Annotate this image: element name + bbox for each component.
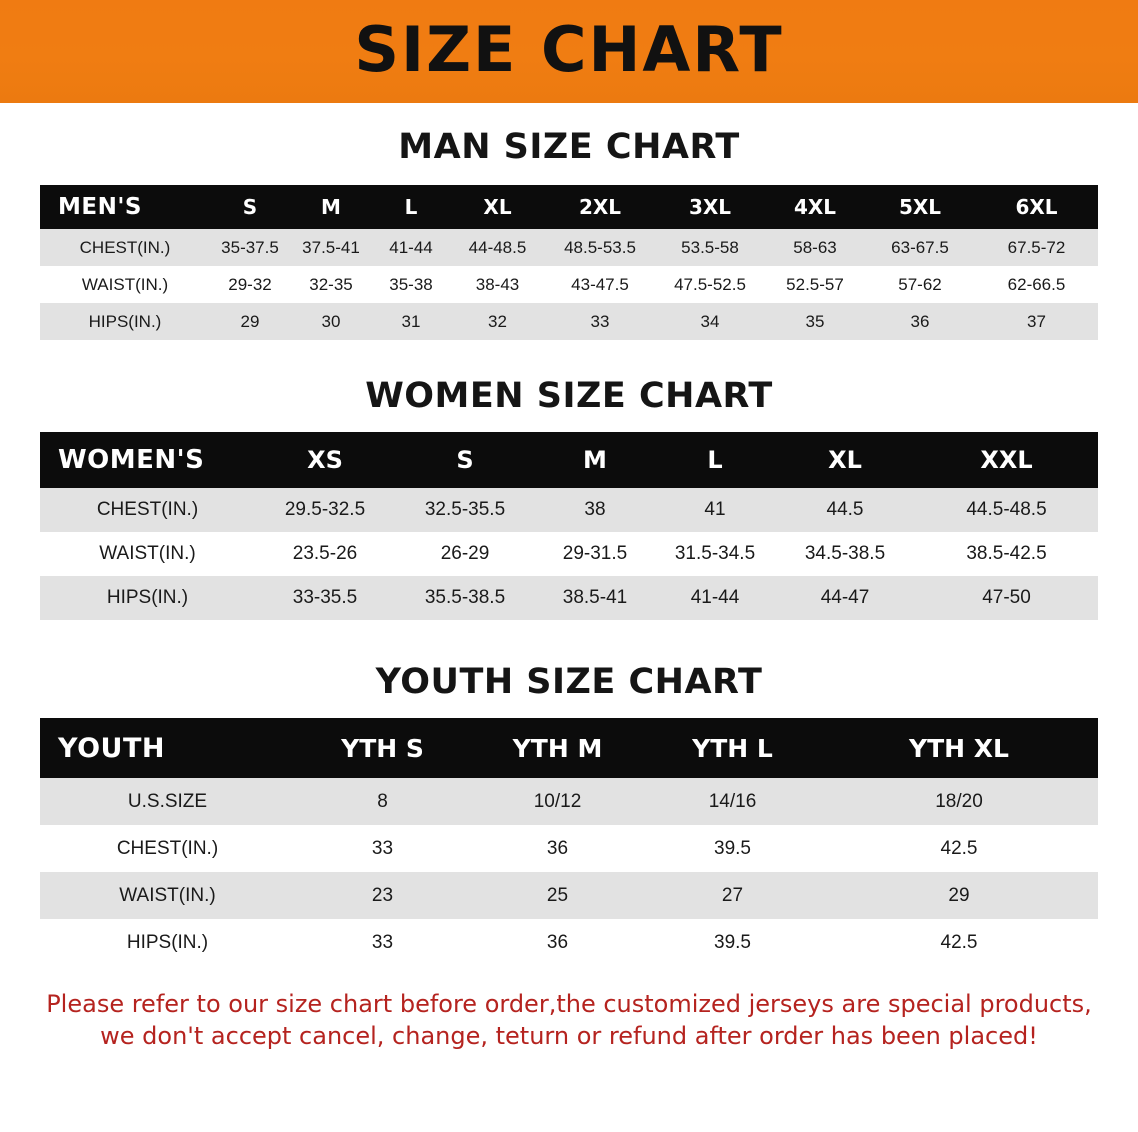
table-cell: 38.5-42.5: [915, 532, 1098, 576]
table-cell: 23: [295, 872, 470, 919]
women-row-label-hips: HIPS(IN.): [40, 576, 255, 620]
table-cell: 37.5-41: [290, 229, 372, 266]
women-header-label: WOMEN'S: [40, 432, 255, 488]
man-table-wrap: [0, 185, 1138, 340]
table-cell: 32.5-35.5: [395, 488, 535, 532]
table-cell: 42.5: [820, 825, 1098, 872]
table-cell: 36: [470, 825, 645, 872]
table-cell: 26-29: [395, 532, 535, 576]
table-cell: 41-44: [655, 576, 775, 620]
table-cell: 42.5: [820, 919, 1098, 966]
table-cell: 35-37.5: [210, 229, 290, 266]
table-header-row: [40, 432, 1098, 488]
table-cell: 36: [470, 919, 645, 966]
youth-row-label-hips: HIPS(IN.): [40, 919, 295, 966]
table-cell: 44.5-48.5: [915, 488, 1098, 532]
table-cell: 67.5-72: [975, 229, 1098, 266]
order-policy-note: [36, 988, 1102, 1053]
table-cell: 33: [295, 825, 470, 872]
table-cell: 31: [372, 303, 450, 340]
table-cell: 38.5-41: [535, 576, 655, 620]
table-cell: 44.5: [775, 488, 915, 532]
table-cell: 36: [865, 303, 975, 340]
women-header-xxl: XXL: [915, 432, 1098, 488]
youth-header-m: YTH M: [470, 718, 645, 778]
man-size-table: [40, 185, 1098, 340]
table-cell: 32-35: [290, 266, 372, 303]
youth-table-wrap: [0, 718, 1138, 966]
table-row: [40, 576, 1098, 620]
table-cell: 41-44: [372, 229, 450, 266]
men-header-l: L: [372, 185, 450, 229]
youth-header-xl: YTH XL: [820, 718, 1098, 778]
youth-header-s: YTH S: [295, 718, 470, 778]
youth-section-title: YOUTH SIZE CHART: [375, 662, 763, 702]
table-cell: 10/12: [470, 778, 645, 825]
table-cell: 41: [655, 488, 775, 532]
women-table-wrap: [0, 432, 1138, 620]
women-header-m: M: [535, 432, 655, 488]
table-cell: 57-62: [865, 266, 975, 303]
men-header-4xl: 4XL: [765, 185, 865, 229]
table-cell: 52.5-57: [765, 266, 865, 303]
men-row-label-waist: WAIST(IN.): [40, 266, 210, 303]
table-row: [40, 919, 1098, 966]
youth-row-label-chest: CHEST(IN.): [40, 825, 295, 872]
table-cell: 53.5-58: [655, 229, 765, 266]
table-cell: 29.5-32.5: [255, 488, 395, 532]
table-cell: 27: [645, 872, 820, 919]
table-row: [40, 488, 1098, 532]
women-section-title: WOMEN SIZE CHART: [365, 376, 773, 416]
table-cell: 58-63: [765, 229, 865, 266]
table-cell: 31.5-34.5: [655, 532, 775, 576]
men-header-m: M: [290, 185, 372, 229]
men-header-5xl: 5XL: [865, 185, 975, 229]
table-cell: 30: [290, 303, 372, 340]
table-row: [40, 532, 1098, 576]
man-section-title: MAN SIZE CHART: [398, 127, 740, 167]
women-size-table: [40, 432, 1098, 620]
table-cell: 39.5: [645, 825, 820, 872]
men-header-2xl: 2XL: [545, 185, 655, 229]
table-cell: 35: [765, 303, 865, 340]
table-cell: 44-48.5: [450, 229, 545, 266]
table-cell: 33-35.5: [255, 576, 395, 620]
table-cell: 23.5-26: [255, 532, 395, 576]
youth-header-l: YTH L: [645, 718, 820, 778]
table-cell: 25: [470, 872, 645, 919]
women-row-label-chest: CHEST(IN.): [40, 488, 255, 532]
women-header-xs: XS: [255, 432, 395, 488]
table-cell: 29: [820, 872, 1098, 919]
table-cell: 39.5: [645, 919, 820, 966]
youth-header-label: YOUTH: [40, 718, 295, 778]
youth-row-label-us-size: U.S.SIZE: [40, 778, 295, 825]
men-header-3xl: 3XL: [655, 185, 765, 229]
table-cell: 43-47.5: [545, 266, 655, 303]
table-cell: 63-67.5: [865, 229, 975, 266]
table-cell: 8: [295, 778, 470, 825]
table-header-row: [40, 718, 1098, 778]
table-cell: 29: [210, 303, 290, 340]
table-cell: 48.5-53.5: [545, 229, 655, 266]
youth-row-label-waist: WAIST(IN.): [40, 872, 295, 919]
table-cell: 33: [295, 919, 470, 966]
table-cell: 38: [535, 488, 655, 532]
size-chart-banner: [0, 0, 1138, 103]
table-cell: 47.5-52.5: [655, 266, 765, 303]
table-cell: 62-66.5: [975, 266, 1098, 303]
table-cell: 34.5-38.5: [775, 532, 915, 576]
men-header-label: MEN'S: [40, 185, 210, 229]
table-row: [40, 825, 1098, 872]
table-cell: 29-32: [210, 266, 290, 303]
table-cell: 33: [545, 303, 655, 340]
order-policy-note-line-1: Please refer to our size chart before order,the customized jerseys are special products,: [46, 990, 1092, 1018]
page-title: SIZE CHART: [354, 12, 784, 86]
table-row: [40, 778, 1098, 825]
table-cell: 44-47: [775, 576, 915, 620]
table-header-row: [40, 185, 1098, 229]
table-row: [40, 872, 1098, 919]
women-row-label-waist: WAIST(IN.): [40, 532, 255, 576]
table-row: [40, 266, 1098, 303]
table-cell: 29-31.5: [535, 532, 655, 576]
women-header-xl: XL: [775, 432, 915, 488]
table-cell: 37: [975, 303, 1098, 340]
table-cell: 38-43: [450, 266, 545, 303]
women-header-s: S: [395, 432, 535, 488]
table-cell: 34: [655, 303, 765, 340]
men-header-6xl: 6XL: [975, 185, 1098, 229]
men-row-label-chest: CHEST(IN.): [40, 229, 210, 266]
table-cell: 14/16: [645, 778, 820, 825]
table-cell: 32: [450, 303, 545, 340]
table-cell: 47-50: [915, 576, 1098, 620]
youth-size-table: [40, 718, 1098, 966]
table-row: [40, 303, 1098, 340]
women-header-l: L: [655, 432, 775, 488]
men-header-xl: XL: [450, 185, 545, 229]
men-row-label-hips: HIPS(IN.): [40, 303, 210, 340]
order-policy-note-line-2: we don't accept cancel, change, teturn or refund after order has been placed!: [100, 1022, 1038, 1051]
table-cell: 18/20: [820, 778, 1098, 825]
table-row: [40, 229, 1098, 266]
table-cell: 35.5-38.5: [395, 576, 535, 620]
men-header-s: S: [210, 185, 290, 229]
table-cell: 35-38: [372, 266, 450, 303]
